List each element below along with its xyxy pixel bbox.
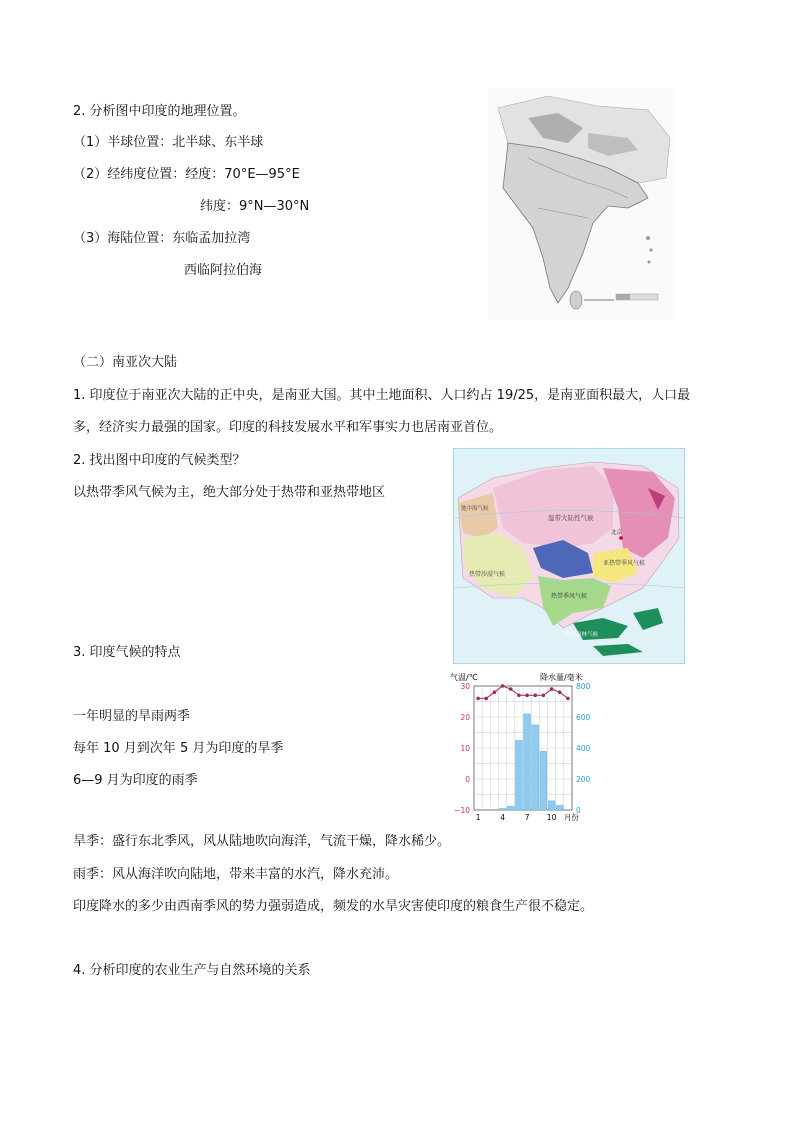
precip-tick-label: 400	[576, 744, 591, 753]
precip-tick-label: 200	[576, 775, 591, 784]
temperature-point-month-9	[542, 694, 546, 698]
sea-land-west: 西临阿拉伯海	[184, 263, 263, 278]
temp-tick-label: 30	[460, 682, 470, 691]
precip-bar-month-8	[532, 725, 539, 810]
paragraph-india-overview-line1: 1. 印度位于南亚次大陆的正中央，是南亚大国。其中土地面积、人口约占 19/25，是南亚面积最大，人口最	[73, 388, 691, 403]
india-relief-map-graphic	[488, 88, 674, 320]
temperature-point-month-5	[509, 687, 513, 691]
section-heading-south-asia: （二）南亚次大陆	[73, 355, 178, 370]
right-axis-label: 降水量/毫米	[540, 673, 583, 682]
temperature-point-month-6	[517, 694, 521, 698]
beijing-marker	[619, 536, 623, 540]
precip-bar-month-11	[556, 805, 563, 810]
month-tick-label: 1	[475, 813, 481, 822]
label-mediterranean: 地中海气候	[461, 506, 489, 512]
precip-bar-month-6	[515, 740, 522, 810]
temperature-point-month-11	[558, 690, 562, 694]
asia-climate-map-graphic	[453, 448, 685, 664]
label-tropical-rainforest: 热带雨林气候	[565, 632, 599, 638]
temperature-point-month-2	[484, 697, 488, 701]
precip-tick-label: 600	[576, 713, 591, 722]
climate-chart	[448, 670, 598, 830]
asia-climate-map	[453, 448, 685, 664]
label-tropical-desert: 热带沙漠气候	[469, 571, 506, 578]
temperature-point-month-12	[566, 697, 570, 701]
month-tick-label: 10	[546, 813, 557, 822]
label-temperate-continental: 温带大陆性气候	[548, 514, 594, 522]
month-tick-label: 7	[524, 813, 530, 822]
feature-wet-season-months: 6—9 月为印度的雨季	[73, 773, 198, 788]
temp-tick-label: 20	[460, 713, 470, 722]
longitude-position: （2）经纬度位置：经度：70°E—95°E	[73, 167, 300, 182]
temperature-point-month-8	[533, 694, 537, 698]
question-agriculture-environment: 4. 分析印度的农业生产与自然环境的关系	[73, 963, 311, 978]
latitude-position: 纬度：9°N—30°N	[200, 199, 310, 214]
precip-bar-month-10	[548, 801, 555, 810]
climate-chart-container	[448, 670, 598, 830]
precip-tick-label: 0	[576, 806, 581, 815]
precip-bar-month-9	[540, 751, 547, 810]
monsoon-effect-description: 印度降水的多少由西南季风的势力强弱造成，频发的水旱灾害使印度的粮食生产很不稳定。	[73, 899, 594, 914]
temperature-point-month-1	[476, 697, 480, 701]
label-beijing: 北京	[611, 530, 623, 536]
label-subtropical-monsoon: 亚热带季风气候	[603, 560, 646, 567]
temperature-point-month-4	[501, 684, 505, 688]
temp-tick-label: 10	[460, 744, 470, 753]
answer-climate-type: 以热带季风气候为主，绝大部分处于热带和亚热带地区	[73, 485, 386, 500]
precip-tick-label: 800	[576, 682, 591, 691]
temp-tick-label: 0	[465, 775, 470, 784]
feature-two-seasons: 一年明显的旱雨两季	[73, 709, 191, 724]
question-climate-features: 3. 印度气候的特点	[73, 645, 181, 660]
paragraph-india-overview-line2: 多，经济实力最强的国家。印度的科技发展水平和军事实力也居南亚首位。	[73, 420, 503, 435]
month-tick-label: 4	[500, 813, 505, 822]
feature-dry-season-months: 每年 10 月到次年 5 月为印度的旱季	[73, 741, 284, 756]
dry-season-description: 旱季：盛行东北季风，风从陆地吹向海洋，气流干燥，降水稀少。	[73, 834, 451, 849]
x-axis-label: 月份	[563, 813, 579, 822]
sea-land-position: （3）海陆位置：东临孟加拉湾	[73, 231, 251, 246]
question-climate-type: 2. 找出图中印度的气候类型？	[73, 453, 246, 468]
temperature-point-month-3	[493, 690, 497, 694]
precip-bar-month-4	[499, 808, 506, 810]
precip-bar-month-5	[507, 806, 514, 810]
temp-tick-label: −10	[454, 806, 470, 815]
left-axis-label: 气温/℃	[450, 673, 478, 682]
temperature-point-month-7	[525, 694, 529, 698]
precip-bar-month-7	[524, 714, 531, 810]
india-relief-map	[488, 88, 674, 320]
label-tropical-monsoon: 热带季风气候	[551, 593, 588, 600]
question-2-location: 2. 分析图中印度的地理位置。	[73, 104, 246, 119]
temperature-point-month-10	[550, 687, 554, 691]
wet-season-description: 雨季：风从海洋吹向陆地，带来丰富的水汽，降水充沛。	[73, 867, 399, 882]
hemisphere-position: （1）半球位置：北半球、东半球	[73, 135, 264, 150]
